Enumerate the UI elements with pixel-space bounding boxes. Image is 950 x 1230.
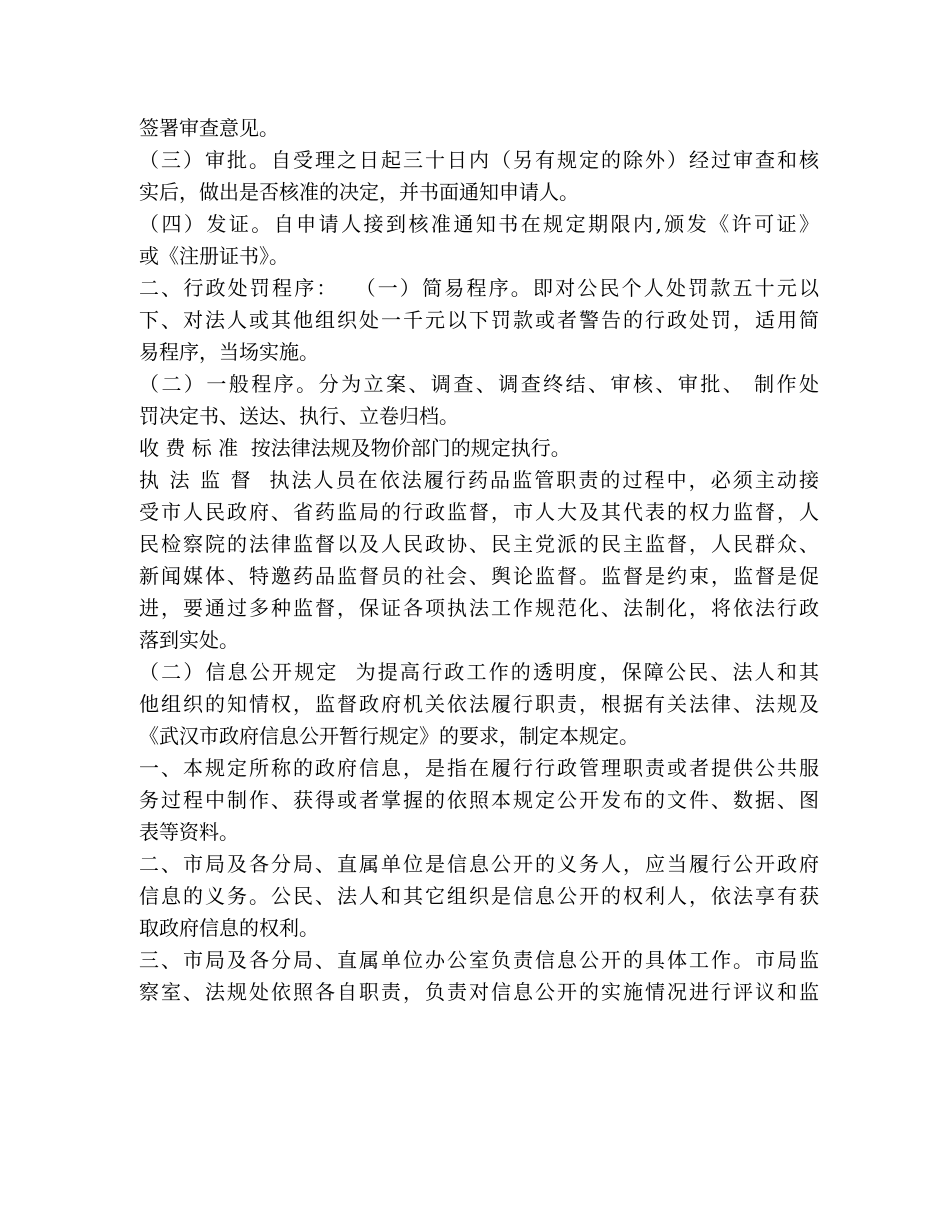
text-line: 下、对法人或其他组织处一千元以下罚款或者警告的行政处罚，适用简 — [139, 308, 819, 332]
text-line: （三）审批。自受理之日起三十日内（另有规定的除外）经过审查和核 — [139, 148, 819, 172]
text-line: （二）信息公开规定 为提高行政工作的透明度，保障公民、法人和其 — [139, 660, 819, 684]
text-line: 二、行政处罚程序： （一）简易程序。即对公民个人处罚款五十元以 — [139, 276, 819, 300]
text-line: 进，要通过多种监督，保证各项执法工作规范化、法制化，将依法行政 — [139, 596, 819, 620]
text-line: 执 法 监 督 执法人员在依法履行药品监管职责的过程中，必须主动接 — [139, 468, 819, 492]
text-line: 受市人民政府、省药监局的行政监督，市人大及其代表的权力监督，人 — [139, 500, 819, 524]
text-line: 易程序，当场实施。 — [139, 340, 319, 364]
text-line: 表等资料。 — [139, 820, 239, 844]
text-line: 取政府信息的权利。 — [139, 916, 319, 940]
text-line: 三、市局及各分局、直属单位办公室负责信息公开的具体工作。市局监 — [139, 948, 819, 972]
text-line: 务过程中制作、获得或者掌握的依照本规定公开发布的文件、数据、图 — [139, 788, 819, 812]
text-line: 新闻媒体、特邀药品监督员的社会、舆论监督。监督是约束，监督是促 — [139, 564, 819, 588]
text-line: 落到实处。 — [139, 628, 239, 652]
text-line: 罚决定书、送达、执行、立卷归档。 — [139, 404, 459, 428]
text-line: （四）发证。自申请人接到核准通知书在规定期限内,颁发《许可证》 — [139, 212, 819, 236]
text-line: 签署审查意见。 — [139, 116, 279, 140]
text-line: 一、本规定所称的政府信息，是指在履行行政管理职责或者提供公共服 — [139, 756, 819, 780]
text-line: （二）一般程序。分为立案、调查、调查终结、审核、审批、 制作处 — [139, 372, 819, 396]
text-line: 信息的义务。公民、法人和其它组织是信息公开的权利人，依法享有获 — [139, 884, 819, 908]
text-line: 察室、法规处依照各自职责，负责对信息公开的实施情况进行评议和监 — [139, 980, 819, 1004]
text-line: 或《注册证书》。 — [139, 244, 289, 268]
text-line: 收 费 标 准 按法律法规及物价部门的规定执行。 — [139, 436, 571, 460]
text-line: 《武汉市政府信息公开暂行规定》的要求，制定本规定。 — [139, 724, 639, 748]
text-line: 民检察院的法律监督以及人民政协、民主党派的民主监督，人民群众、 — [139, 532, 819, 556]
text-line: 实后，做出是否核准的决定，并书面通知申请人。 — [139, 180, 579, 204]
document-body — [139, 112, 819, 1008]
text-line: 他组织的知情权，监督政府机关依法履行职责，根据有关法律、法规及 — [139, 692, 819, 716]
text-line: 二、市局及各分局、直属单位是信息公开的义务人，应当履行公开政府 — [139, 852, 819, 876]
